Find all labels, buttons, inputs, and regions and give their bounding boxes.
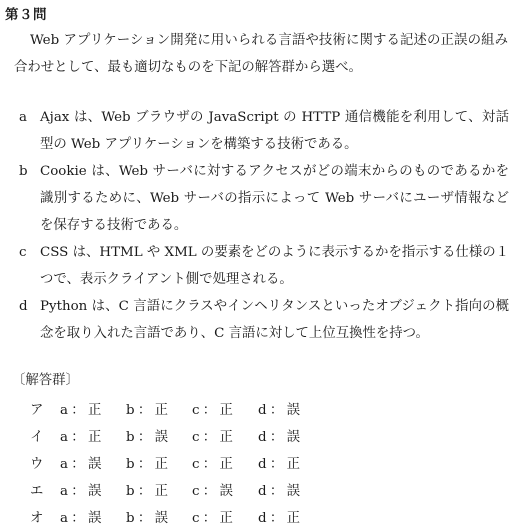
answer-verdict: 正 [219,457,233,472]
question-stem: Web アプリケーション開発に用いられる言語や技術に関する記述の正誤の組み合わせとして、最も適切なものを下記の解答群から選べ。 [14,33,508,75]
answer-key: c [192,484,200,499]
answer-value-b [126,449,192,476]
answer-option-label: エ [30,484,44,499]
answer-separator: ： [71,511,85,526]
statement-text: Python は、C 言語にクラスやインヘリタンスといったオブジェクト指向の概念を取り入れた言語であり、C 言語に対して上位互換性を持つ。 [40,299,509,341]
answer-separator: ： [269,511,284,526]
answer-value-b [126,476,192,503]
answer-key: a [60,484,68,499]
answer-option-row[interactable] [30,422,318,449]
statement-text: Ajax は、Web ブラウザの JavaScript の HTTP 通信機能を利用して、対話型の Web アプリケーションを構築する技術である。 [40,110,509,152]
answer-option-label: イ [30,430,44,445]
answer-value-d [258,449,318,476]
answer-separator: ： [202,403,217,418]
answer-value-a [60,395,126,422]
answer-value-c [192,395,258,422]
answer-option-row[interactable] [30,395,318,422]
statement-letter: d [19,299,28,314]
answer-value-c [192,476,258,503]
statement-text: Cookie は、Web サーバに対するアクセスがどの端末からのものであるかを識別するために、Web サーバの指示によって Web サーバにユーザ情報などを保存する技術である。 [40,164,509,233]
answer-key: d [258,511,267,526]
answer-key: b [126,403,135,418]
statement-d [19,293,509,347]
answer-key: d [258,457,267,472]
answer-separator: ： [137,457,152,472]
answer-value-c [192,422,258,449]
statement-text: CSS は、HTML や XML の要素をどのように表示するかを指示する仕様の１つで、表示クライアント側で処理される。 [40,245,509,287]
answer-value-c [192,449,258,476]
statement-letter: c [19,245,27,260]
answer-verdict: 正 [219,403,233,418]
answer-value-d [258,476,318,503]
answer-value-c [192,503,258,530]
answer-separator: ： [71,403,85,418]
answer-key: b [126,457,135,472]
answer-options-table [30,395,318,530]
answer-separator: ： [269,430,284,445]
answer-verdict: 誤 [154,430,168,445]
answer-verdict: 正 [87,430,102,445]
answer-separator: ： [137,430,152,445]
answer-verdict: 正 [154,484,168,499]
answer-separator: ： [71,430,85,445]
statement-a [19,104,509,158]
answer-option-row[interactable] [30,449,318,476]
answer-verdict: 誤 [286,403,300,418]
answer-separator: ： [202,430,217,445]
answer-key: c [192,403,200,418]
answer-separator: ： [269,484,284,499]
answer-value-b [126,503,192,530]
answer-value-a [60,476,126,503]
answer-separator: ： [137,484,152,499]
answer-key: c [192,457,200,472]
answer-separator: ： [202,457,217,472]
answer-separator: ： [137,511,152,526]
answer-value-b [126,422,192,449]
answer-key: a [60,430,68,445]
answer-separator: ： [269,403,284,418]
answer-verdict: 正 [286,457,300,472]
answer-key: c [192,430,200,445]
answer-value-d [258,395,318,422]
answer-separator: ： [71,457,85,472]
answer-verdict: 正 [154,457,168,472]
answer-key: b [126,511,135,526]
answer-key: a [60,403,68,418]
answer-key: d [258,403,267,418]
statement-c [19,239,509,293]
answer-group-heading: 〔解答群〕 [12,373,79,388]
answer-verdict: 誤 [87,511,102,526]
answer-separator: ： [202,511,217,526]
answer-key: b [126,484,135,499]
answer-verdict: 誤 [87,457,102,472]
answer-key: b [126,430,135,445]
answer-separator: ： [269,457,284,472]
answer-value-d [258,503,318,530]
answer-key: c [192,511,200,526]
answer-verdict: 正 [154,403,168,418]
answer-separator: ： [202,484,217,499]
answer-verdict: 正 [286,511,300,526]
answer-verdict: 誤 [286,430,300,445]
answer-option-label: オ [30,511,44,526]
answer-verdict: 誤 [87,484,102,499]
answer-separator: ： [71,484,85,499]
answer-option-row[interactable] [30,503,318,530]
answer-verdict: 誤 [219,484,233,499]
answer-key: d [258,484,267,499]
answer-key: a [60,457,68,472]
answer-value-a [60,449,126,476]
answer-value-a [60,503,126,530]
answer-key: d [258,430,267,445]
statement-b [19,158,509,239]
answer-value-a [60,422,126,449]
answer-verdict: 正 [219,511,233,526]
answer-verdict: 正 [87,403,102,418]
answer-verdict: 正 [219,430,233,445]
answer-option-label: ア [30,403,44,418]
answer-value-b [126,395,192,422]
answer-verdict: 誤 [286,484,300,499]
statement-letter: a [19,110,27,125]
answer-verdict: 誤 [154,511,168,526]
answer-key: a [60,511,68,526]
answer-option-row[interactable] [30,476,318,503]
answer-separator: ： [137,403,152,418]
statement-letter: b [19,164,28,179]
answer-option-label: ウ [30,457,44,472]
question-title: 第３問 [5,7,47,23]
answer-value-d [258,422,318,449]
